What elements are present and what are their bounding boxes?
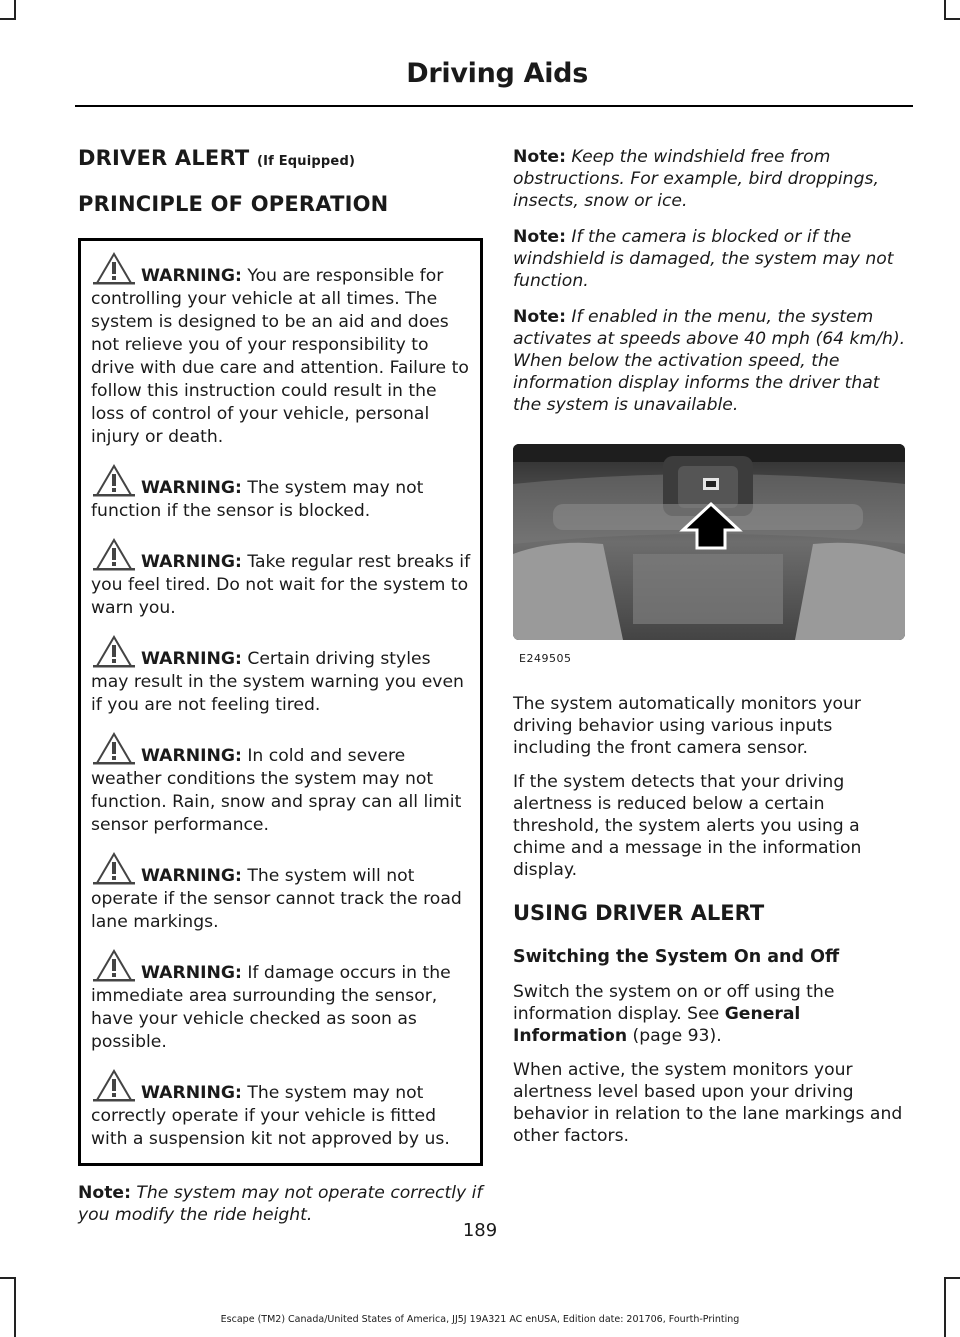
warning-item <box>91 948 472 1054</box>
paragraph-text: (page 93). <box>627 1026 722 1046</box>
warning-item <box>91 463 472 523</box>
warning-text: Take regular rest breaks if you feel tired. Do not wait for the system to warn you. <box>91 552 471 618</box>
warning-item <box>91 731 472 837</box>
warning-item <box>91 537 472 620</box>
warning-triangle-icon <box>91 731 137 765</box>
principle-title: PRINCIPLE OF OPERATION <box>78 192 389 216</box>
warning-triangle-icon <box>91 634 137 668</box>
warning-label: WARNING: <box>141 866 242 886</box>
crop-mark <box>944 1277 960 1279</box>
windshield-camera-illustration <box>513 444 905 640</box>
right-column <box>513 146 913 1159</box>
crop-mark <box>14 0 16 20</box>
paragraph <box>513 981 913 1047</box>
using-driver-alert-title: USING DRIVER ALERT <box>513 901 765 925</box>
warning-label: WARNING: <box>141 552 242 572</box>
header-rule <box>75 105 913 107</box>
note <box>513 226 913 292</box>
note <box>513 146 913 212</box>
warning-label: WARNING: <box>141 963 242 983</box>
footer-text: Escape (TM2) Canada/United States of America, JJ5J 19A321 AC enUSA, Edition date: 201706, Fourth-Printing <box>220 1314 740 1325</box>
warning-label: WARNING: <box>141 1083 242 1103</box>
warning-triangle-icon <box>91 463 137 497</box>
warning-text: If damage occurs in the immediate area surrounding the sensor, have your vehicle checked as soon as possible. <box>91 963 451 1052</box>
note <box>513 306 913 416</box>
warning-item <box>91 851 472 934</box>
general-information-link[interactable]: General Information <box>513 1004 801 1046</box>
warning-triangle-icon <box>91 1068 137 1102</box>
warning-text: You are responsible for controlling your vehicle at all times. The system is designed to be an aid and does not relieve you of your responsibility to drive with due care and attention. Failure to follow this instruction could result in the loss of control of your vehicle, personal injury or death. <box>91 266 469 447</box>
paragraph-text: Switch the system on or off using the information display. See <box>513 982 835 1024</box>
section-title-text: DRIVER ALERT <box>78 146 250 170</box>
warning-label: WARNING: <box>141 746 242 766</box>
paragraph: The system automatically monitors your driving behavior using various inputs including the front camera sensor. <box>513 694 861 758</box>
note-label: Note: <box>513 307 566 327</box>
warning-item <box>91 251 472 449</box>
warning-triangle-icon <box>91 948 137 982</box>
warning-item <box>91 634 472 717</box>
warning-text: In cold and severe weather conditions the system may not function. Rain, snow and spray can all limit sensor performance. <box>91 746 462 835</box>
crop-mark <box>944 0 946 20</box>
if-equipped-label: (If Equipped) <box>256 154 356 169</box>
warning-text: The system will not operate if the sensor cannot track the road lane markings. <box>91 866 462 932</box>
note-label: Note: <box>513 227 566 247</box>
note-text: The system may not operate correctly if you modify the ride height. <box>78 1183 483 1225</box>
crop-mark <box>944 18 960 20</box>
section-title <box>78 146 483 170</box>
left-column <box>78 146 483 1240</box>
warning-item <box>91 1068 472 1151</box>
warning-box <box>78 238 483 1166</box>
warning-label: WARNING: <box>141 649 242 669</box>
warning-label: WARNING: <box>141 266 242 286</box>
figure-label: E249505 <box>519 652 572 665</box>
note-label: Note: <box>78 1183 131 1203</box>
crop-mark <box>0 18 16 20</box>
note-text: Keep the windshield free from obstructions. For example, bird droppings, insects, snow or ice. <box>513 147 879 211</box>
warning-text: The system may not correctly operate if your vehicle is fitted with a suspension kit not approved by us. <box>91 1083 450 1149</box>
page-number: 189 <box>462 1220 498 1241</box>
note-text: If the camera is blocked or if the windshield is damaged, the system may not function. <box>513 227 894 291</box>
note-text: If enabled in the menu, the system activates at speeds above 40 mph (64 km/h). When below the activation speed, the information display informs the driver that the system is unavailable. <box>513 307 906 415</box>
note-label: Note: <box>513 147 566 167</box>
page-header-title: Driving Aids <box>406 58 588 89</box>
warning-label: WARNING: <box>141 478 242 498</box>
crop-mark <box>0 1277 16 1279</box>
warning-text: The system may not function if the sensor is blocked. <box>91 478 424 521</box>
switching-subtitle: Switching the System On and Off <box>513 947 840 967</box>
warning-triangle-icon <box>91 851 137 885</box>
camera-sensor-figure <box>513 444 905 640</box>
warning-triangle-icon <box>91 537 137 571</box>
crop-mark <box>944 1277 946 1337</box>
warning-text: Certain driving styles may result in the system warning you even if you are not feeling tired. <box>91 649 464 715</box>
warning-triangle-icon <box>91 251 137 285</box>
paragraph: If the system detects that your driving alertness is reduced below a certain threshold, the system alerts you using a chime and a message in the information display. <box>513 772 862 880</box>
paragraph: When active, the system monitors your alertness level based upon your driving behavior in relation to the lane markings and other factors. <box>513 1060 903 1146</box>
crop-mark <box>14 1277 16 1337</box>
